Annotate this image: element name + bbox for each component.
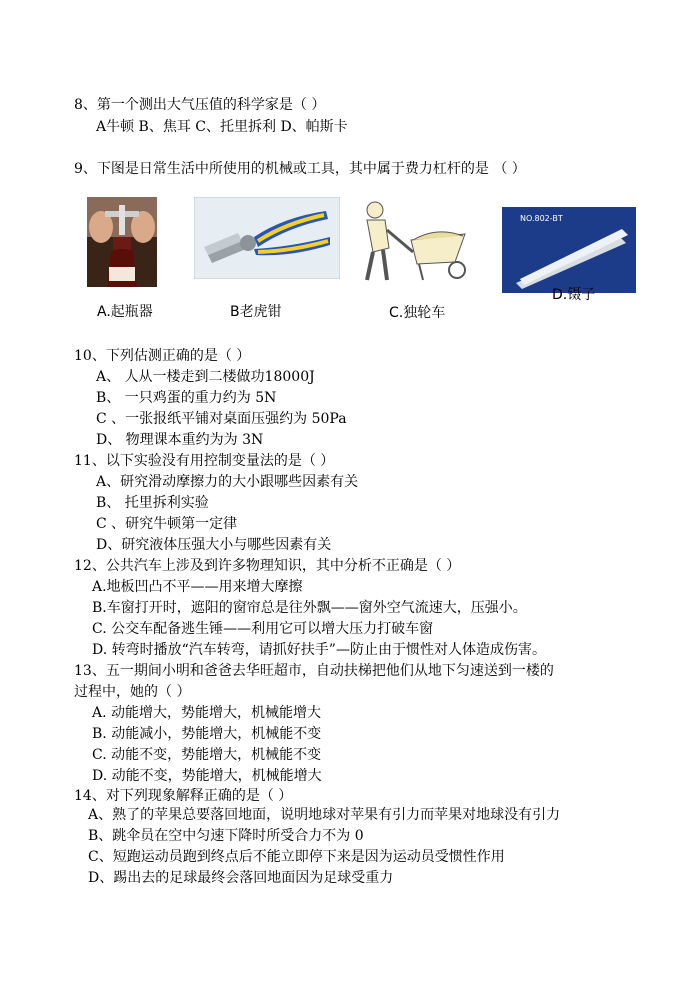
q12-option-b: B.车窗打开时，遮阳的窗帘总是往外飘——窗外空气流速大，压强小。	[92, 600, 527, 616]
q13-option-d: D. 动能不变，势能增大，机械能增大	[92, 768, 322, 784]
q13-stem-continued: 过程中，她的（ ）	[74, 684, 191, 700]
wheelbarrow-image	[357, 200, 475, 286]
q14-option-a: A、熟了的苹果总要落回地面，说明地球对苹果有引力而苹果对地球没有引力	[88, 807, 561, 823]
q12-option-c: C. 公交车配备逃生锤——利用它可以增大压力打破车窗	[92, 621, 434, 637]
q12-option-a: A.地板凹凸不平——用来增大摩擦	[92, 579, 303, 595]
caption-b: B老虎钳	[230, 304, 282, 320]
bottle-opener-image	[87, 197, 157, 287]
tweezers-model-label: NO.802-BT	[520, 214, 563, 223]
q14-stem: 14、对下列现象解释正确的是（ ）	[74, 788, 293, 804]
caption-a: A.起瓶器	[97, 304, 153, 320]
caption-d: D.镊子	[552, 287, 596, 303]
q9-stem: 9、下图是日常生活中所使用的机械或工具，其中属于费力杠杆的是 （ ）	[74, 161, 526, 177]
q13-option-c: C. 动能不变，势能增大，机械能不变	[92, 747, 322, 763]
q11-option-d: D、研究液体压强大小与哪些因素有关	[96, 537, 332, 553]
q13-option-a: A. 动能增大，势能增大，机械能增大	[92, 705, 322, 721]
caption-c: C.独轮车	[389, 305, 446, 321]
q10-option-b: B、 一只鸡蛋的重力约为 5N	[96, 390, 277, 406]
q8-options: A牛顿 B、焦耳 C、托里拆利 D、帕斯卡	[96, 119, 348, 135]
q11-option-a: A、研究滑动摩擦力的大小跟哪些因素有关	[96, 474, 359, 490]
q10-option-a: A、 人从一楼走到二楼做功18000J	[96, 369, 315, 385]
q14-option-d: D、踢出去的足球最终会落回地面因为足球受重力	[88, 870, 394, 886]
pliers-image	[194, 197, 340, 279]
q10-option-c: C 、一张报纸平铺对桌面压强约为 50Pa	[96, 411, 347, 427]
q11-stem: 11、以下实验没有用控制变量法的是（ ）	[74, 453, 335, 469]
q14-option-b: B、跳伞员在空中匀速下降时所受合力不为 0	[88, 828, 364, 844]
q12-stem: 12、公共汽车上涉及到许多物理知识，其中分析不正确是（ ）	[74, 558, 461, 574]
q12-option-d: D. 转弯时播放“汽车转弯，请抓好扶手”—防止由于惯性对人体造成伤害。	[92, 642, 546, 658]
q11-option-b: B、 托里拆利实验	[96, 495, 209, 511]
q10-stem: 10、下列估测正确的是（ ）	[74, 348, 251, 364]
q13-option-b: B. 动能减小，势能增大，机械能不变	[92, 726, 322, 742]
q13-stem: 13、五一期间小明和爸爸去华旺超市，自动扶梯把他们从地下匀速送到一楼的	[74, 663, 554, 679]
tweezers-image	[502, 207, 636, 293]
q14-option-c: C、短跑运动员跑到终点后不能立即停下来是因为运动员受惯性作用	[88, 849, 505, 865]
q11-option-c: C 、研究牛顿第一定律	[96, 516, 238, 532]
q8-stem: 8、第一个测出大气压值的科学家是（ ）	[74, 97, 326, 113]
q10-option-d: D、 物理课本重约为为 3N	[96, 432, 264, 448]
